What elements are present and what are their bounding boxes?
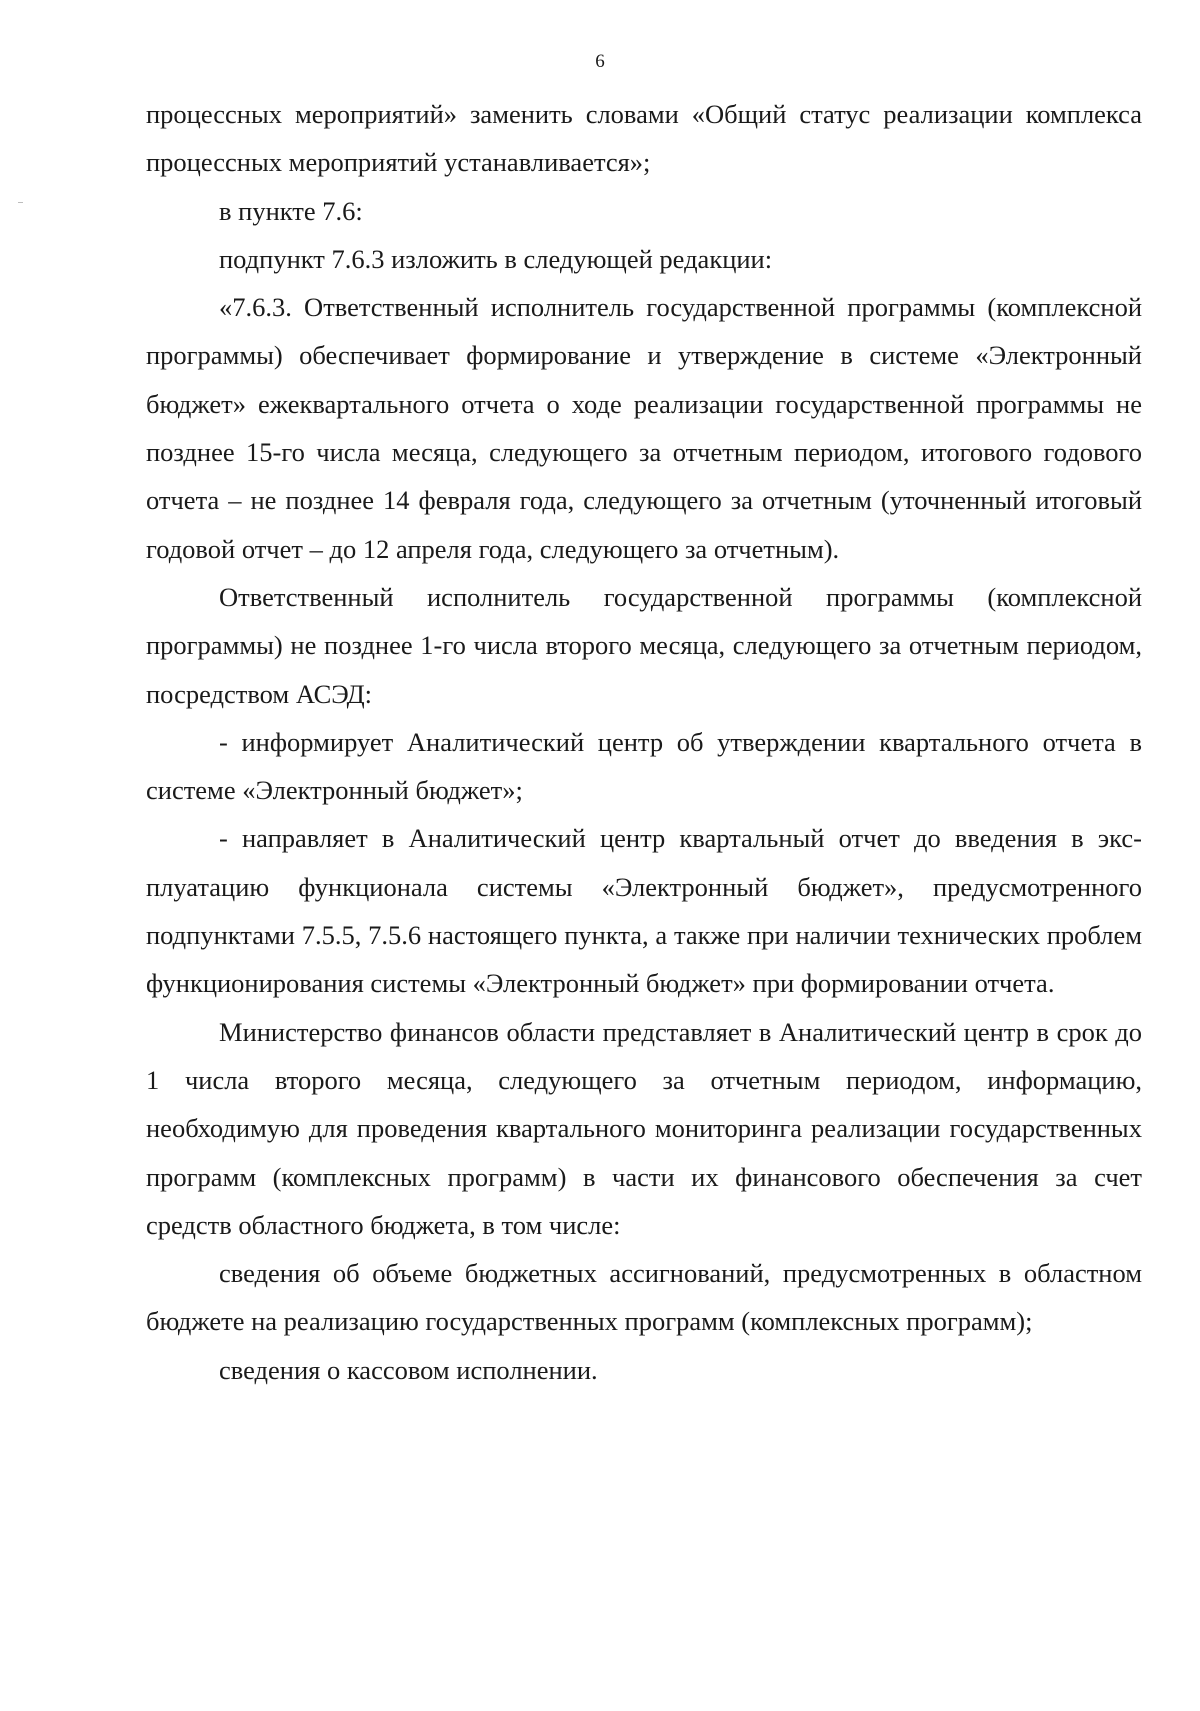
paragraph-1: процессных мероприятий» заменить словами «Общий статус реализации комплекса процессных мероприятий устанавливается»; (146, 99, 1142, 178)
paragraph-4: «7.6.3. Ответственный исполнитель государственной программы (комплексной программы) обеспечивает формирование и утверждение в системе «Электронный бюджет» ежеквартального отчета о ходе реализации государственной программы не позднее 15-го числа месяца, следующего за отчетным периодом, итогового годового отчета – не позднее 14 февраля года, следующего за отчетным (уточненный итоговый годовой отчет – до 12 апреля года, следующего за отчетным). (146, 292, 1142, 564)
paragraph-8: Министерство финансов области представляет в Аналитический центр в срок до 1 числа второго месяца, следующего за отчетным периодом, информацию, необходимую для проведения квартального мониторинга реализации государственных программ (комплексных программ) в части их финансового обеспечения за счет средств областного бюджета, в том числе: (146, 1016, 1142, 1240)
document-body (146, 90, 1142, 1394)
paragraph-5: Ответственный исполнитель государственной программы (комплексной программы) не позднее 1-го числа второго месяца, следующего за отчетным периодом, посредством АСЭД: (146, 581, 1142, 709)
scan-speck (18, 202, 23, 203)
paragraph-9: сведения об объеме бюджетных ассигнований, предусмотренных в областном бюджете на реализацию государственных программ (комплексных программ); (146, 1258, 1142, 1337)
page-number: 6 (595, 51, 605, 72)
paragraph-2: в пункте 7.6: (219, 195, 363, 226)
paragraph-10: сведения о кассовом исполнении. (219, 1354, 598, 1385)
paragraph-3: подпункт 7.6.3 изложить в следующей редакции: (219, 243, 773, 274)
paragraph-6: - информирует Аналитический центр об утверждении квартального отчета в системе «Электронный бюджет»; (146, 726, 1142, 806)
paragraph-7: - направляет в Аналитический центр квартальный отчет до введения в эксплуатацию функционала системы «Электронный бюджет», предусмотренного подпунктами 7.5.5, 7.5.6 настоящего пункта, а также при наличии технических проблем функционирования системы «Электронный бюджет» при формировании отчета. (146, 823, 1142, 999)
